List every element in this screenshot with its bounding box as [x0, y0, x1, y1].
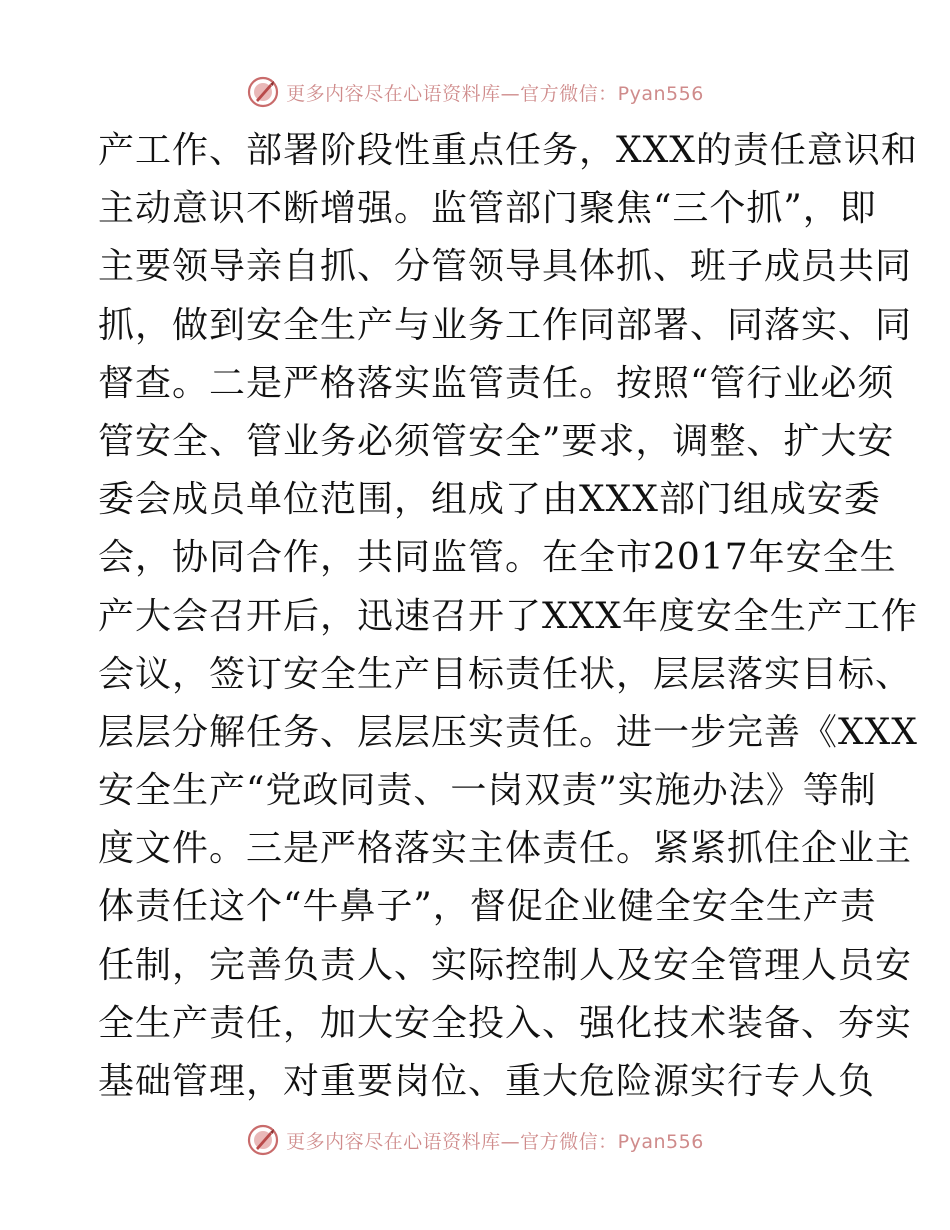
header-banner	[0, 72, 950, 112]
pen-nib-logo-icon	[246, 1123, 280, 1157]
text-line: 会议，签订安全生产目标责任状，层层落实目标、	[98, 653, 913, 695]
text-line: 管安全、管业务必须管安全”要求，调整、扩大安	[98, 420, 895, 462]
footer-banner	[0, 1120, 950, 1160]
text-line: 督查。二是严格落实监管责任。按照“管行业必须	[98, 362, 895, 404]
text-line: 产工作、部署阶段性重点任务，XXX的责任意识和	[98, 130, 918, 171]
document-body	[98, 122, 918, 1111]
text-line: 抓，做到安全生产与业务工作同部署、同落实、同	[98, 304, 913, 346]
text-line: 度文件。三是严格落实主体责任。紧紧抓住企业主	[98, 828, 913, 870]
text-line: 会，协同合作，共同监管。在全市2017年安全生	[98, 537, 897, 579]
pen-nib-logo-icon	[246, 75, 280, 109]
banner-text: 更多内容尽在心语资料库—官方微信：Pyan556	[286, 1130, 704, 1153]
text-line: 全生产责任，加大安全投入、强化技术装备、夯实	[98, 1002, 913, 1044]
text-line: 产大会召开后，迅速召开了XXX年度安全生产工作	[98, 595, 918, 637]
text-line: 体责任这个“牛鼻子”，督促企业健全安全生产责	[98, 886, 877, 928]
text-line: 主要领导亲自抓、分管领导具体抓、班子成员共同	[98, 246, 913, 288]
text-line: 任制，完善负责人、实际控制人及安全管理人员安	[98, 944, 913, 986]
banner-text: 更多内容尽在心语资料库—官方微信：Pyan556	[286, 82, 704, 105]
text-line: 委会成员单位范围，组成了由XXX部门组成安委	[98, 479, 881, 521]
text-line: 安全生产“党政同责、一岗双责”实施办法》等制	[98, 770, 877, 812]
text-line: 主动意识不断增强。监管部门聚焦“三个抓”，即	[98, 188, 877, 230]
text-line: 层层分解任务、层层压实责任。进一步完善《XXX	[98, 711, 918, 753]
text-line: 基础管理，对重要岗位、重大危险源实行专人负	[98, 1061, 876, 1102]
